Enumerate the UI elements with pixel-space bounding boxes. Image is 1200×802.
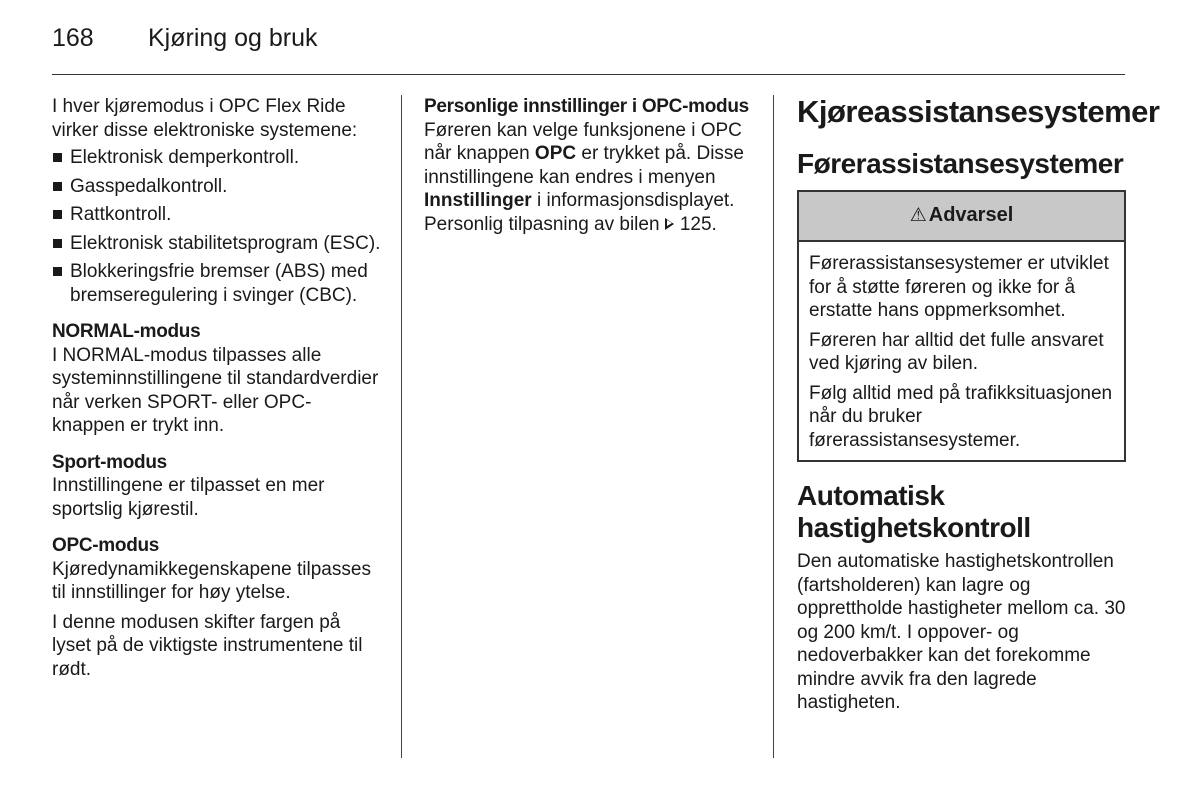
settings-menu-label: Innstillinger xyxy=(424,190,532,211)
bullet-square-icon xyxy=(53,267,62,276)
warning-paragraph: Føreren har alltid det fulle ansvaret ved kjøring av bilen. xyxy=(809,329,1104,374)
warning-paragraph: Følg alltid med på trafikksituasjonen når du bruker førerassistansesystemer. xyxy=(809,382,1113,451)
intro-text: I hver kjøremodus i OPC Flex Ride virker disse elektroniske systemene: xyxy=(52,96,358,141)
normal-mode-heading: NORMAL-modus xyxy=(52,321,201,342)
systems-list xyxy=(52,146,384,307)
opc-mode-text: Kjøredynamikkegenskapene tilpasses til innstillinger for høy ytelse. xyxy=(52,558,371,603)
section-title: Kjøreassistansesystemer xyxy=(797,94,1160,129)
column-divider-2 xyxy=(773,95,774,758)
page-reference-arrow-icon xyxy=(665,218,674,230)
warning-title: Advarsel xyxy=(928,204,1014,227)
bullet-square-icon xyxy=(53,182,62,191)
page-reference: 125. xyxy=(679,213,717,235)
header-rule xyxy=(52,74,1125,75)
list-item: Blokkeringsfrie bremser (ABS) med bremseregulering i svinger (CBC). xyxy=(52,260,384,307)
bullet-square-icon xyxy=(53,210,62,219)
page-number: 168 xyxy=(52,24,94,52)
bullet-square-icon xyxy=(53,153,62,162)
bullet-square-icon xyxy=(53,239,62,248)
column-2 xyxy=(424,95,754,236)
sport-mode-text: Innstillingene er tilpasset en mer sportslig kjørestil. xyxy=(52,475,325,520)
warning-header xyxy=(799,192,1124,242)
cruise-control-text: Den automatiske hastighetskontrollen (fartsholderen) kan lagre og opprettholde hastigheter mellom ca. 30 og 200 km/t. I oppover- og nedoverbakker kan det forekomme mindre avvik fra den lagrede hastigheten. xyxy=(797,551,1126,713)
cruise-control-heading: Automatisk hastighetskontroll xyxy=(797,480,1031,543)
personal-settings-heading: Personlige innstillinger i OPC-modus xyxy=(424,96,749,117)
column-divider-1 xyxy=(401,95,402,758)
subsection-title: Førerassistansesystemer xyxy=(797,148,1124,179)
chapter-title: Kjøring og bruk xyxy=(148,24,318,52)
warning-box xyxy=(797,190,1126,462)
column-3 xyxy=(797,94,1160,715)
opc-mode-heading: OPC-modus xyxy=(52,535,160,556)
list-item: Rattkontroll. xyxy=(52,203,384,227)
normal-mode-text: I NORMAL-modus tilpasses alle systeminnstillingene til standardverdier når verken SPORT- eller OPC-knappen er trykt inn. xyxy=(52,344,379,436)
column-1 xyxy=(52,95,384,681)
warning-triangle-icon: ⚠ xyxy=(909,205,927,227)
list-item: Gasspedalkontroll. xyxy=(52,175,384,199)
list-item: Elektronisk stabilitetsprogram (ESC). xyxy=(52,232,384,256)
list-item: Elektronisk demperkontroll. xyxy=(52,146,384,170)
opc-button-label: OPC xyxy=(534,143,577,164)
opc-mode-color-text: I denne modusen skifter fargen på lyset på de viktigste instrumentene til rødt. xyxy=(52,611,363,680)
sport-mode-heading: Sport-modus xyxy=(52,451,167,473)
warning-body xyxy=(799,242,1124,460)
personal-settings-text: Føreren kan velge funksjonene i OPC når knappen OPC er trykket på. Disse innstillingene kan endres i menyen Innstillinger i informasjonsdisplayet. Personlig tilpasning av bilen 125. xyxy=(424,119,744,235)
warning-paragraph: Førerassistansesystemer er utviklet for å støtte føreren og ikke for å erstatte hans oppmerksomhet. xyxy=(809,253,1109,321)
